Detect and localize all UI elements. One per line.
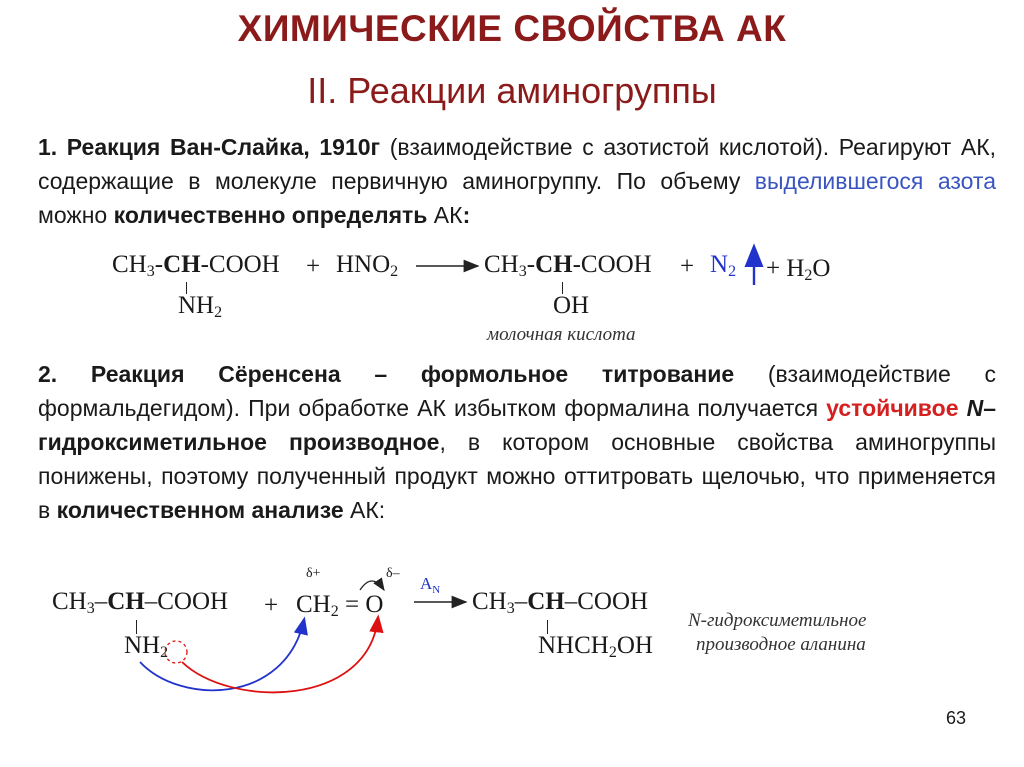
section2-text-a: (взаимодействие с формальдегидом). При обработке АК избытком формалина получается <box>38 361 996 421</box>
reaction2-product: $CH_3-CH$–COOH <box>472 588 649 617</box>
reaction2-delta-minus: δ– <box>386 566 400 581</box>
reaction1-product-name: молочная кислота <box>487 324 636 345</box>
section1-heading: 1. Реакция Ван-Слайка, 1910г <box>38 134 381 160</box>
reaction2-product-name-2: производное аланина <box>696 634 866 655</box>
section1-text-b: можно <box>38 202 114 228</box>
section2-red: устойчивое <box>826 395 959 421</box>
reaction1-product: $CH_3-CH$-COOH <box>484 251 652 280</box>
reaction1-reagent: $HNO_2$ <box>336 251 399 280</box>
slide-title: ХИМИЧЕСКИЕ СВОЙСТВА АК <box>237 8 787 49</box>
reaction1-sub-left: $NH_2$ <box>178 292 223 321</box>
section2-text-b: , в котором основные свойства аминогруппы понижены, поэтому полученный продукт можно оттитровать щелочью, что применяется в <box>38 429 996 523</box>
lone-pair-circle <box>165 641 187 663</box>
reaction1-reactant: $CH_3-CH$-COOH <box>112 251 280 280</box>
section1-text-c: АК <box>427 202 463 228</box>
section2-bold-c: количественном анализе <box>56 497 344 523</box>
page-number: 63 <box>945 708 966 728</box>
section1-colon: : <box>462 202 471 228</box>
slide-subtitle: II. Реакции аминогруппы <box>307 70 717 111</box>
reaction2-delta-plus: δ+ <box>306 566 321 581</box>
section2-heading: 2. Реакция Сёренсена – формольное титрование <box>38 361 735 387</box>
reaction1-plus1: + <box>306 253 321 280</box>
section1-text-a: (взаимодействие с азотистой кислотой). Реагируют АК, содержащие в молекуле первичную аминогруппу. По объему <box>38 134 996 194</box>
reaction2-sub-right: $NHCH_2OH$ <box>538 632 653 661</box>
reaction2-reactant: $CH_3-CH$–COOH <box>52 588 229 617</box>
reaction2-product-name-1: N-гидроксиметильное <box>688 610 867 631</box>
electron-shift-arrow <box>360 581 384 590</box>
electron-pair-arrow <box>182 618 378 692</box>
reaction2-sub-left: $NH_2$ <box>124 632 169 661</box>
section2-text-c: АК: <box>343 497 386 523</box>
reaction2-reagent: $CH_2 = O$ <box>296 591 384 620</box>
reaction1-plus2: + <box>680 253 695 280</box>
reaction1-gas: $N_2$ <box>710 251 737 280</box>
section2-bold-b: –гидроксиметильное производное <box>38 395 997 455</box>
reaction2-arrow-label: $A_N$ <box>420 574 441 596</box>
reaction2-plus: + <box>264 592 279 619</box>
reaction1-water: + $H_2O$ <box>766 255 831 284</box>
section2-bold-n: N <box>958 395 984 421</box>
reaction1-sub-right: OH <box>553 292 590 319</box>
nucleophilic-attack-arrow <box>140 620 304 690</box>
section1-highlight: выделившегося азота <box>754 168 996 194</box>
section1-bold: количественно определять <box>113 202 428 228</box>
